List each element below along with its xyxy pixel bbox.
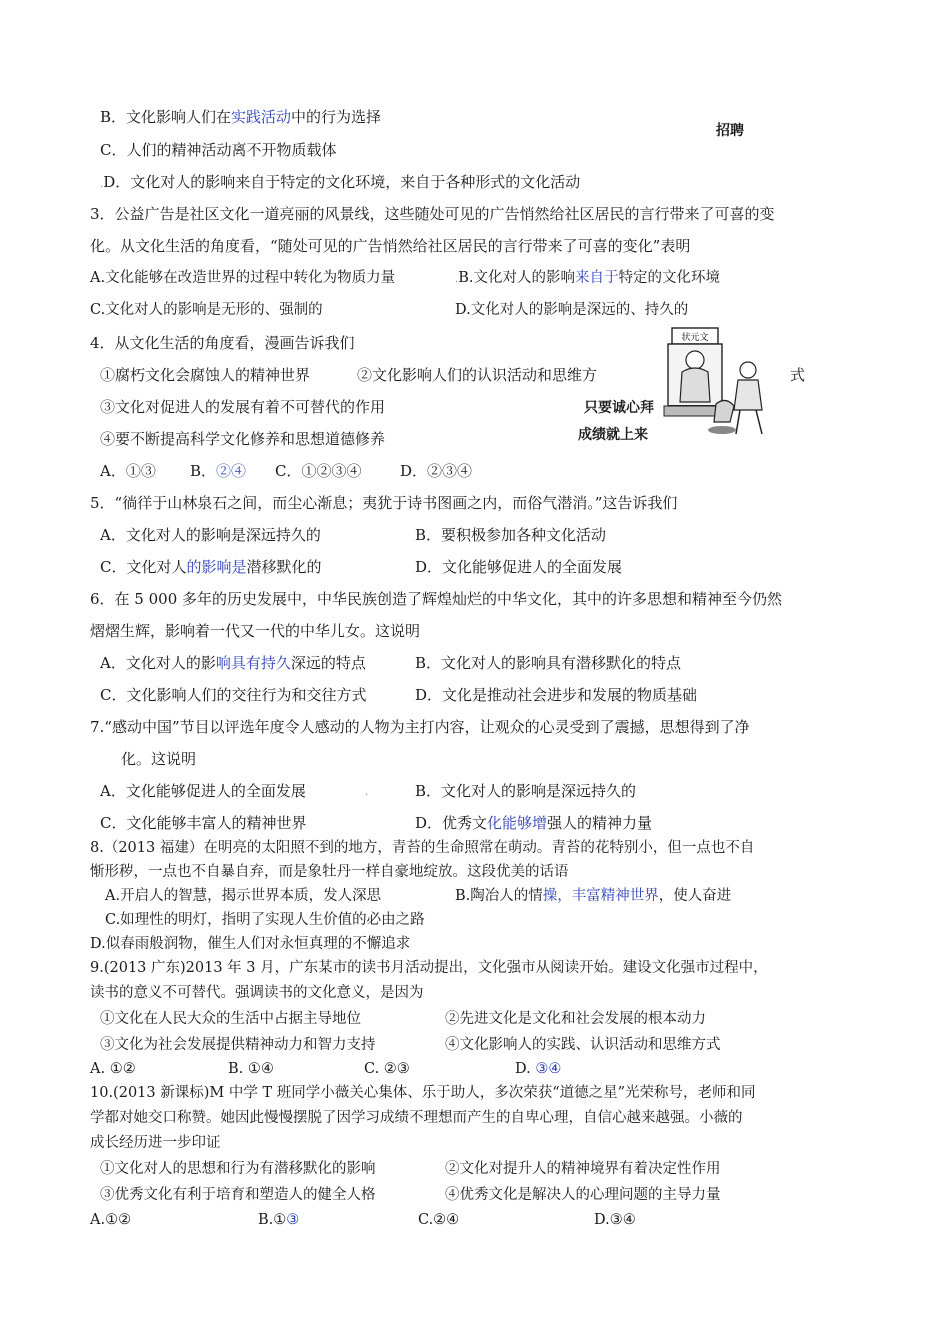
highlight-text: 来自于	[574, 270, 619, 286]
question-8-stem: 8.（2013 福建）在明亮的太阳照不到的地方，青苔的生命照常在萌动。青苔的花特别小，但一点也不自	[90, 840, 755, 856]
question-6-option-a	[100, 653, 366, 673]
cartoon-sign-text: 状元文	[681, 333, 709, 343]
question-10-option-a: A.①②	[90, 1212, 132, 1228]
option-letter: B.①	[258, 1212, 287, 1228]
question-8-stem-2: 惭形秽，一点也不自暴自弃，而是象牡丹一样自豪地绽放。这段优美的话语	[90, 864, 569, 880]
question-9-stem: 9.(2013 广东)2013 年 3 月，广东某市的读书月活动提出，文化强市从阅读开始。建设文化强市过程中，	[90, 960, 768, 976]
option-text: 特定的文化环境	[618, 270, 720, 286]
question-8-option-b	[455, 886, 731, 906]
question-7-stem: 7.“感动中国”节目以评选年度令人感动的人物为主打内容，让观众的心灵受到了震撼，思想得到了净	[90, 718, 750, 736]
option-text: B．文化影响人们在	[100, 108, 232, 126]
question-5-option-b: B．要积极参加各种文化活动	[415, 526, 607, 544]
question-4-stem: 4．从文化生活的角度看，漫画告诉我们	[90, 334, 355, 352]
cartoon-caption-1: 只要诚心拜	[584, 400, 654, 416]
question-8-option-c: C.如理性的明灯，指明了实现人生价值的必由之路	[105, 912, 425, 928]
option-letter: D.	[515, 1061, 531, 1077]
question-4-statement-3: ③文化对促进人的发展有着不可替代的作用	[100, 398, 386, 416]
cartoon-illustration	[630, 326, 780, 438]
question-4-statement-2-end: 式	[790, 366, 806, 384]
option-text: B.陶冶人的情	[455, 888, 543, 904]
question-10-statement-2: ②文化对提升人的精神境界有着决定性作用	[445, 1161, 721, 1177]
question-9-stem-2: 读书的意义不可替代。强调读书的文化意义，是因为	[90, 985, 424, 1001]
question-9-statement-3: ③文化为社会发展提供精神动力和智力支持	[100, 1037, 376, 1053]
question-4-option-b	[190, 461, 246, 481]
highlight-text: ②④	[216, 462, 247, 480]
question-7-option-b: B．文化对人的影响是深远持久的	[415, 782, 637, 800]
option-text: ，使人奋进	[658, 888, 732, 904]
highlight-text: 的影响是	[186, 558, 247, 576]
stray-mark: .	[365, 787, 369, 798]
question-4-statement-2: ②文化影响人们的认识活动和思维方	[357, 366, 598, 384]
cartoon-caption-2: 成绩就上来	[578, 427, 648, 443]
zhaopin-label: 招聘	[716, 123, 744, 139]
question-3-option-b	[455, 268, 720, 290]
question-7-stem-2: 化。这说明	[121, 750, 197, 768]
question-5-option-c	[100, 557, 322, 577]
question-3-stem-2: 化。从文化生活的角度看，“随处可见的广告悄然给社区居民的言行带来了可喜的变化”表明	[90, 237, 691, 255]
question-4-statement-4: ④要不断提高科学文化修养和思想道德修养	[100, 430, 386, 448]
question-9-option-c: C. ②③	[364, 1061, 410, 1077]
question-10-statement-1: ①文化对人的思想和行为有潜移默化的影响	[100, 1161, 376, 1177]
question-10-stem-2: 学都对她交口称赞。她因此慢慢摆脱了因学习成绩不理想而产生的自卑心理，自信心越来越强。小薇的	[90, 1110, 743, 1126]
question-5-stem: 5．“徜徉于山林泉石之间，而尘心渐息；夷犹于诗书图画之内，而俗气潜消。”这告诉我们	[90, 494, 678, 512]
option-b-line	[100, 107, 381, 127]
question-6-option-d: D．文化是推动社会进步和发展的物质基础	[415, 686, 698, 704]
question-4-option-a: A．①③	[100, 462, 156, 480]
option-letter: B．	[190, 462, 217, 480]
question-3-stem: 3．公益广告是社区文化一道亮丽的风景线，这些随处可见的广告悄然给社区居民的言行带来了可喜的变	[90, 205, 775, 223]
question-6-stem: 6．在 5 000 多年的历史发展中，中华民族创造了辉煌灿烂的中华文化，其中的许多思想和精神至今仍然	[90, 590, 783, 608]
option-text: 强人的精神力量	[547, 814, 653, 832]
question-4-statement-1: ①腐朽文化会腐蚀人的精神世界	[100, 366, 311, 384]
question-7-option-d	[415, 813, 652, 833]
question-5-option-a: A．文化对人的影响是深远持久的	[100, 526, 321, 544]
highlight-text: 实践活动	[231, 108, 292, 126]
question-3-option-d: D.文化对人的影响是深远的、持久的	[455, 302, 689, 318]
question-8-option-a: A.开启人的智慧，揭示世界本质，发人深思	[105, 888, 382, 904]
option-c-line: C．人们的精神活动离不开物质载体	[100, 141, 337, 159]
question-9-option-b: B. ①④	[228, 1061, 274, 1077]
option-text: 中的行为选择	[291, 108, 382, 126]
question-6-option-c: C．文化影响人们的交往行为和交往方式	[100, 686, 367, 704]
option-text: C．文化对人	[100, 558, 187, 576]
question-9-statement-1: ①文化在人民大众的生活中占据主导地位	[100, 1011, 361, 1027]
question-10-statement-3: ③优秀文化有利于培育和塑造人的健全人格	[100, 1187, 376, 1203]
question-9-statement-2: ②先进文化是文化和社会发展的根本动力	[445, 1011, 706, 1027]
highlight-text: ③	[286, 1212, 300, 1228]
question-4-option-c: C．①②③④	[275, 462, 362, 480]
option-text: D．文化对人的影响来自于特定的文化环境，来自于各种形式的文化活动	[103, 173, 581, 191]
question-10-statement-4: ④优秀文化是解决人的心理问题的主导力量	[445, 1187, 721, 1203]
highlight-text: 操，丰富精神世界	[542, 888, 659, 904]
option-text: 深远的特点	[290, 654, 366, 672]
option-d-line	[100, 172, 580, 195]
question-3-option-c: C.文化对人的影响是无形的、强制的	[90, 302, 323, 318]
stray-mark: .	[100, 179, 104, 190]
question-7-option-a: A．文化能够促进人的全面发展	[100, 782, 306, 800]
question-10-stem-3: 成长经历进一步印证	[90, 1135, 221, 1151]
option-text: 潜移默化的	[246, 558, 322, 576]
question-9-option-a: A. ①②	[90, 1061, 136, 1077]
question-6-option-b: B．文化对人的影响具有潜移默化的特点	[415, 654, 682, 672]
question-9-option-d	[515, 1059, 561, 1079]
option-text: B.文化对人的影响	[458, 270, 575, 286]
question-6-stem-2: 熠熠生辉，影响着一代又一代的中华儿女。这说明	[90, 622, 421, 640]
question-10-option-d: D.③④	[594, 1212, 636, 1228]
question-10-option-c: C.②④	[418, 1212, 460, 1228]
stray-mark: .	[455, 274, 459, 285]
question-8-option-d: D.似春雨般润物，催生人们对永恒真理的不懈追求	[90, 936, 411, 952]
question-10-option-b	[258, 1210, 299, 1230]
question-5-option-d: D．文化能够促进人的全面发展	[415, 558, 623, 576]
option-text: A．文化对人的影	[100, 654, 216, 672]
question-10-stem: 10.(2013 新课标)M 中学 T 班同学小薇关心集体、乐于助人，多次荣获“道德之星”光荣称号，老师和同	[90, 1085, 756, 1101]
question-4-option-d: D．②③④	[400, 462, 473, 480]
highlight-text: 化能够增	[487, 814, 548, 832]
question-3-option-a: A.文化能够在改造世界的过程中转化为物质力量	[90, 270, 396, 286]
option-text: D．优秀文	[415, 814, 488, 832]
question-9-statement-4: ④文化影响人的实践、认识活动和思维方式	[445, 1037, 721, 1053]
highlight-text: ③④	[535, 1061, 562, 1077]
question-7-option-c: C．文化能够丰富人的精神世界	[100, 814, 307, 832]
highlight-text: 响具有持久	[215, 654, 291, 672]
